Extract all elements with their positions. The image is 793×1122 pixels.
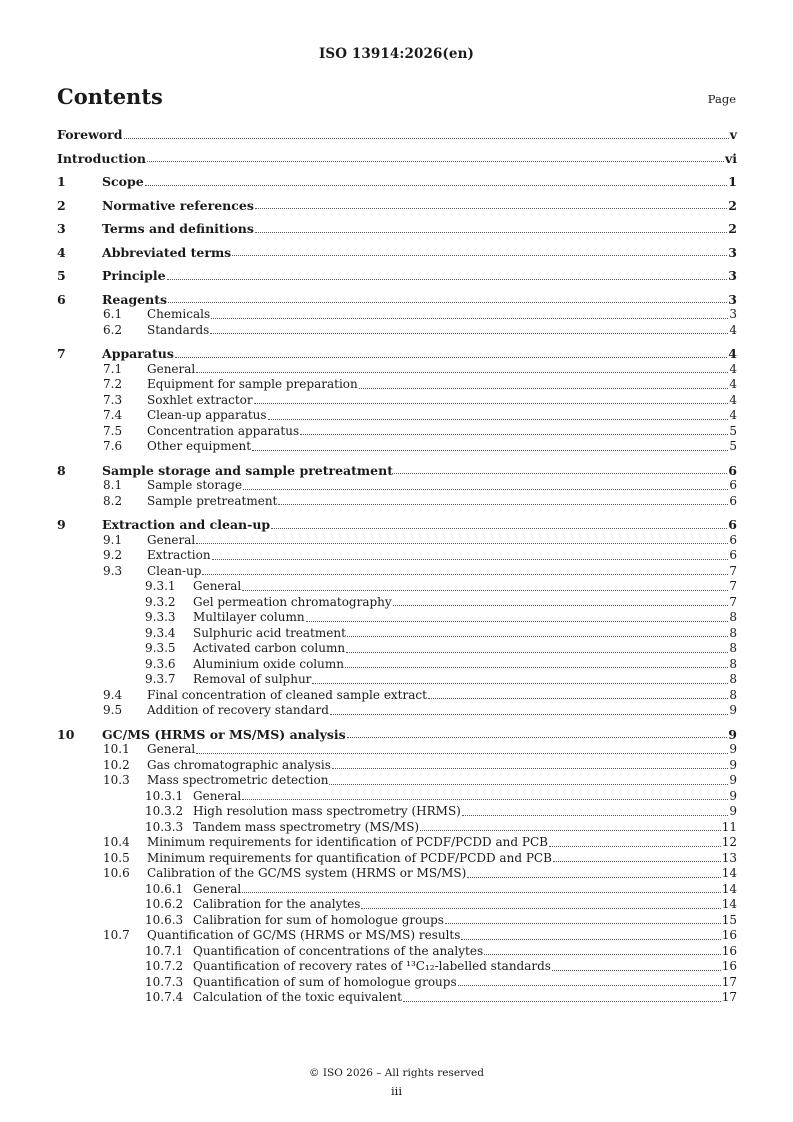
toc-entry[interactable]: [57, 882, 737, 898]
toc-entry-title: Final concentration of cleaned sample extract: [147, 687, 427, 702]
document-header: ISO 13914:2026(en): [318, 46, 475, 62]
toc-entry-number: 6: [57, 291, 66, 307]
toc-entry[interactable]: [57, 672, 737, 688]
dot-leader: [202, 574, 728, 575]
toc-entry-page: 8: [729, 656, 737, 671]
dot-leader: [211, 318, 728, 319]
toc-entry-title: Standards: [147, 322, 210, 337]
toc-entry-number: 10.3.2: [145, 804, 184, 818]
toc-entry-number: 10.3: [103, 773, 130, 787]
toc-entry-title: Minimum requirements for quantification of PCDF/PCDD and PCB: [147, 850, 552, 865]
toc-entry-title: Terms and definitions: [102, 221, 254, 236]
dot-leader: [467, 877, 720, 878]
toc-entry-number: 3: [57, 221, 66, 236]
toc-entry-page: 4: [729, 408, 737, 422]
toc-entry-number: 10.7.2: [145, 959, 184, 973]
toc-entry-page: 9: [728, 726, 737, 742]
toc-entry-number: 7.3: [103, 392, 123, 407]
toc-entry-title: Quantification of recovery rates of ¹³C₁₂-labelled standards: [193, 959, 551, 973]
toc-entry[interactable]: [57, 657, 737, 673]
toc-entry-number: 10.6.2: [145, 897, 184, 911]
toc-entry[interactable]: [57, 866, 737, 882]
toc-entry-page: 1: [728, 174, 737, 189]
toc-entry-number: 9.3.5: [145, 641, 176, 655]
toc-entry[interactable]: [57, 703, 737, 719]
page-number: iii: [390, 1084, 403, 1098]
toc-entry-page: 8: [729, 641, 737, 655]
toc-entry-page: 4: [729, 392, 737, 407]
toc-entry[interactable]: [57, 323, 737, 339]
toc-entry-title: General: [193, 788, 242, 803]
toc-entry-page: 6: [729, 532, 737, 547]
toc-entry-page: 3: [728, 244, 737, 260]
toc-entry-number: 10.1: [103, 742, 130, 756]
toc-entry-page: 7: [729, 563, 737, 578]
dot-leader: [212, 559, 729, 560]
dot-leader: [359, 388, 729, 389]
toc-entry-title: Gel permeation chromatography: [193, 594, 392, 609]
dot-leader: [461, 939, 720, 940]
dot-leader: [306, 621, 729, 622]
page-title: Contents: [57, 84, 163, 109]
toc-entry-title: Apparatus: [102, 346, 174, 361]
dot-leader: [553, 861, 721, 862]
toc-entry-title: General: [147, 532, 196, 547]
toc-entry-page: 2: [728, 197, 737, 213]
toc-entry[interactable]: [57, 127, 737, 143]
toc-entry-page: 9: [729, 742, 737, 756]
toc-entry-page: 4: [729, 377, 737, 391]
toc-entry-title: Sample pretreatment: [147, 493, 278, 508]
toc-entry-page: 13: [721, 850, 737, 865]
toc-entry[interactable]: [57, 439, 737, 455]
toc-entry-page: 9: [729, 773, 737, 787]
toc-entry-number: 10.6: [103, 866, 130, 880]
toc-entry-page: 6: [729, 548, 737, 562]
toc-entry[interactable]: [57, 851, 737, 867]
dot-leader: [300, 434, 728, 435]
toc-entry[interactable]: [57, 789, 737, 805]
toc-entry-title: Other equipment: [147, 439, 252, 453]
toc-entry[interactable]: [57, 727, 737, 743]
toc-entry[interactable]: [57, 688, 737, 704]
toc-entry-number: 7.5: [103, 423, 123, 438]
toc-entry-number: 7.4: [103, 408, 123, 422]
toc-entry-title: Principle: [102, 268, 166, 283]
dot-leader: [549, 846, 721, 847]
toc-entry-number: 10.7.3: [145, 974, 184, 989]
toc-entry[interactable]: [57, 626, 737, 642]
dot-leader: [361, 908, 720, 909]
toc-entry-number: 7: [57, 346, 66, 361]
dot-leader: [252, 450, 728, 451]
toc-entry[interactable]: [57, 478, 737, 494]
toc-entry[interactable]: [57, 975, 737, 991]
toc-entry-title: General: [193, 579, 242, 593]
toc-entry-title: General: [147, 742, 196, 756]
dot-leader: [242, 799, 728, 800]
toc-entry[interactable]: [57, 463, 737, 479]
toc-entry[interactable]: [57, 641, 737, 657]
dot-leader: [445, 923, 721, 924]
toc-entry-page: 3: [729, 307, 737, 321]
toc-entry-number: 9.5: [103, 703, 123, 717]
toc-entry-title: Calculation of the toxic equivalent: [193, 990, 402, 1004]
toc-entry-number: 7.2: [103, 377, 123, 391]
toc-entry[interactable]: [57, 362, 737, 378]
toc-entry-title: Quantification of concentrations of the analytes: [193, 943, 484, 958]
dot-leader: [552, 970, 721, 971]
dot-leader: [347, 636, 728, 637]
toc-entry-title: Sample storage: [147, 478, 243, 492]
toc-entry-title: Scope: [102, 174, 144, 189]
toc-entry-number: 7.1: [103, 361, 123, 376]
dot-leader: [403, 1001, 721, 1002]
dot-leader: [345, 667, 728, 668]
toc-entry-number: 2: [57, 197, 66, 213]
toc-entry-number: 6.1: [103, 307, 123, 321]
dot-leader: [254, 403, 729, 404]
toc-entry-page: 8: [729, 687, 737, 702]
toc-entry-number: 10.3.1: [145, 788, 184, 803]
toc-entry-title: Multilayer column: [193, 610, 305, 624]
toc-entry-page: 16: [721, 959, 737, 973]
dot-leader: [175, 357, 727, 358]
toc-entry-number: 9.3.4: [145, 625, 176, 640]
dot-leader: [196, 753, 728, 754]
toc-entry-number: 10.3.3: [145, 819, 184, 834]
dot-leader: [346, 652, 728, 653]
toc-entry[interactable]: [57, 424, 737, 440]
toc-entry[interactable]: [57, 268, 737, 284]
toc-entry-page: 15: [721, 912, 737, 927]
toc-entry[interactable]: [57, 517, 737, 533]
toc-entry-title: Calibration for sum of homologue groups: [193, 912, 444, 927]
toc-entry-number: 9.2: [103, 548, 123, 562]
toc-entry-page: 8: [729, 625, 737, 640]
toc-entry-title: Reagents: [102, 291, 168, 307]
toc-entry[interactable]: [57, 804, 737, 820]
toc-entry-number: 6.2: [103, 322, 123, 337]
toc-entry[interactable]: [57, 742, 737, 758]
toc-entry-page: 6: [729, 493, 737, 508]
toc-entry-title: Extraction: [147, 548, 211, 562]
toc-entry-page: 9: [729, 804, 737, 818]
toc-entry-title: Introduction: [57, 150, 147, 166]
dot-leader: [484, 954, 721, 955]
toc-entry-number: 10.2: [103, 757, 130, 772]
toc-entry-title: Sulphuric acid treatment: [193, 625, 346, 640]
toc-entry[interactable]: [57, 990, 737, 1006]
dot-leader: [232, 255, 727, 256]
toc-entry-title: Soxhlet extractor: [147, 392, 253, 407]
dot-leader: [124, 138, 729, 139]
dot-leader: [329, 784, 728, 785]
toc-entry-title: Gas chromatographic analysis: [147, 757, 331, 772]
toc-entry-page: 16: [721, 928, 737, 942]
toc-entry-number: 10: [57, 726, 75, 742]
toc-entry-number: 8: [57, 462, 66, 478]
toc-entry[interactable]: [57, 835, 737, 851]
toc-entry[interactable]: [57, 913, 737, 929]
toc-entry-page: 3: [728, 268, 737, 283]
toc-entry-number: 10.5: [103, 850, 130, 865]
toc-entry-page: 4: [728, 346, 737, 361]
toc-entry-number: 8.2: [103, 493, 123, 508]
dot-leader: [167, 279, 728, 280]
toc-entry-page: 9: [729, 788, 737, 803]
toc-entry-number: 9.4: [103, 687, 123, 702]
toc-entry-title: Sample storage and sample pretreatment: [102, 462, 393, 478]
toc-entry-number: 10.7.1: [145, 943, 184, 958]
toc-entry-title: Clean-up apparatus: [147, 408, 267, 422]
dot-leader: [420, 830, 721, 831]
toc-entry-page: 4: [729, 322, 737, 337]
toc-entry-number: 9.3.1: [145, 579, 176, 593]
toc-entry-page: 12: [721, 835, 737, 849]
dot-leader: [210, 333, 728, 334]
toc-entry[interactable]: [57, 959, 737, 975]
toc-entry-title: Foreword: [57, 127, 123, 142]
toc-entry-number: 9: [57, 517, 66, 532]
toc-entry[interactable]: [57, 245, 737, 261]
toc-entry-title: Quantification of GC/MS (HRMS or MS/MS) results: [147, 928, 461, 942]
toc-entry[interactable]: [57, 564, 737, 580]
toc-entry-page: 5: [729, 439, 737, 453]
toc-entry-title: Calibration of the GC/MS system (HRMS or MS/MS): [147, 866, 467, 880]
toc-entry[interactable]: [57, 292, 737, 308]
toc-entry-title: Tandem mass spectrometry (MS/MS): [193, 819, 420, 834]
toc-entry-title: Clean-up: [147, 563, 202, 578]
toc-entry-page: vi: [724, 150, 737, 166]
dot-leader: [278, 504, 728, 505]
toc-entry-page: 2: [728, 221, 737, 236]
dot-leader: [145, 185, 728, 186]
toc-entry-page: 5: [729, 423, 737, 438]
toc-entry-number: 10.7.4: [145, 990, 184, 1004]
toc-entry[interactable]: [57, 897, 737, 913]
toc-entry[interactable]: [57, 548, 737, 564]
toc-entry-title: Abbreviated terms: [102, 244, 232, 260]
toc-entry-page: 8: [729, 610, 737, 624]
toc-entry[interactable]: [57, 533, 737, 549]
dot-leader: [428, 698, 728, 699]
toc-entry[interactable]: [57, 307, 737, 323]
toc-entry-page: 16: [721, 943, 737, 958]
toc-entry-title: Concentration apparatus: [147, 423, 300, 438]
toc-entry[interactable]: [57, 928, 737, 944]
toc-entry-number: 10.6.1: [145, 881, 184, 896]
dot-leader: [147, 161, 724, 162]
toc-entry-title: General: [147, 361, 196, 376]
page-footer: [0, 1067, 793, 1098]
copyright-notice: © ISO 2026 – All rights reserved: [309, 1067, 484, 1079]
toc-entry[interactable]: [57, 408, 737, 424]
table-of-contents: [57, 127, 737, 1006]
dot-leader: [393, 605, 729, 606]
toc-entry-page: 14: [721, 866, 737, 880]
toc-entry-page: 14: [721, 897, 737, 911]
dot-leader: [242, 892, 720, 893]
toc-entry-number: 4: [57, 244, 66, 260]
dot-leader: [458, 985, 721, 986]
toc-entry-number: 9.1: [103, 532, 123, 547]
dot-leader: [196, 372, 728, 373]
toc-entry-page: 17: [721, 990, 737, 1004]
toc-entry-number: 9.3.7: [145, 672, 176, 686]
toc-entry-title: Calibration for the analytes: [193, 897, 361, 911]
toc-entry-page: 3: [728, 291, 737, 307]
dot-leader: [330, 714, 728, 715]
toc-entry-page: 7: [729, 579, 737, 593]
dot-leader: [312, 683, 728, 684]
toc-entry-page: 14: [721, 881, 737, 896]
toc-entry-number: 8.1: [103, 478, 123, 492]
toc-entry-page: 6: [728, 517, 737, 532]
toc-entry-title: High resolution mass spectrometry (HRMS): [193, 804, 461, 818]
toc-entry-title: GC/MS (HRMS or MS/MS) analysis: [102, 726, 346, 742]
toc-entry[interactable]: [57, 773, 737, 789]
toc-entry-number: 10.6.3: [145, 912, 184, 927]
toc-entry[interactable]: [57, 579, 737, 595]
toc-entry[interactable]: [57, 393, 737, 409]
toc-entry-page: 17: [721, 974, 737, 989]
toc-entry-page: 8: [729, 672, 737, 686]
toc-entry-title: Aluminium oxide column: [193, 656, 344, 671]
dot-leader: [462, 815, 729, 816]
dot-leader: [394, 473, 727, 474]
toc-entry-title: Activated carbon column: [193, 641, 346, 655]
toc-entry[interactable]: [57, 151, 737, 167]
dot-leader: [242, 590, 728, 591]
dot-leader: [243, 489, 728, 490]
toc-entry-page: 11: [721, 819, 737, 834]
dot-leader: [255, 208, 727, 209]
toc-entry-page: 6: [728, 462, 737, 478]
toc-entry-number: 5: [57, 268, 66, 283]
toc-entry[interactable]: [57, 174, 737, 190]
dot-leader: [196, 543, 728, 544]
dot-leader: [347, 737, 728, 738]
toc-entry-title: Quantification of sum of homologue groups: [193, 974, 457, 989]
toc-entry-number: 7.6: [103, 439, 123, 453]
toc-entry-number: 9.3.6: [145, 656, 176, 671]
toc-entry[interactable]: [57, 820, 737, 836]
toc-entry-title: Equipment for sample preparation: [147, 377, 358, 391]
toc-entry[interactable]: [57, 221, 737, 237]
toc-entry-title: Mass spectrometric detection: [147, 773, 329, 787]
toc-entry-number: 1: [57, 174, 66, 189]
dot-leader: [271, 528, 727, 529]
toc-entry-number: 10.7: [103, 928, 130, 942]
toc-entry[interactable]: [57, 494, 737, 510]
toc-entry-title: Extraction and clean-up: [102, 517, 271, 532]
toc-entry[interactable]: [57, 595, 737, 611]
toc-entry-number: 9.3: [103, 563, 123, 578]
toc-entry-page: 9: [729, 757, 737, 772]
toc-entry-title: Addition of recovery standard: [147, 703, 329, 717]
toc-entry-title: General: [193, 881, 242, 896]
toc-entry-number: 10.4: [103, 835, 130, 849]
dot-leader: [268, 419, 729, 420]
toc-entry-title: Removal of sulphur: [193, 672, 312, 686]
toc-entry[interactable]: [57, 346, 737, 362]
dot-leader: [255, 232, 727, 233]
dot-leader: [168, 302, 727, 303]
toc-entry[interactable]: [57, 377, 737, 393]
toc-entry-title: Chemicals: [147, 307, 211, 321]
toc-entry-title: Normative references: [102, 197, 254, 213]
toc-entry-page: 9: [729, 703, 737, 717]
toc-entry-page: 4: [729, 361, 737, 376]
toc-entry-page: v: [729, 127, 737, 142]
toc-entry[interactable]: [57, 758, 737, 774]
toc-entry-page: 7: [729, 594, 737, 609]
toc-entry[interactable]: [57, 198, 737, 214]
toc-entry-page: 6: [729, 478, 737, 492]
dot-leader: [332, 768, 728, 769]
toc-entry[interactable]: [57, 610, 737, 626]
toc-entry-number: 9.3.3: [145, 610, 176, 624]
toc-entry-number: 9.3.2: [145, 594, 176, 609]
page-column-label: Page: [707, 92, 736, 106]
toc-entry[interactable]: [57, 944, 737, 960]
toc-entry-title: Minimum requirements for identification of PCDF/PCDD and PCB: [147, 835, 548, 849]
